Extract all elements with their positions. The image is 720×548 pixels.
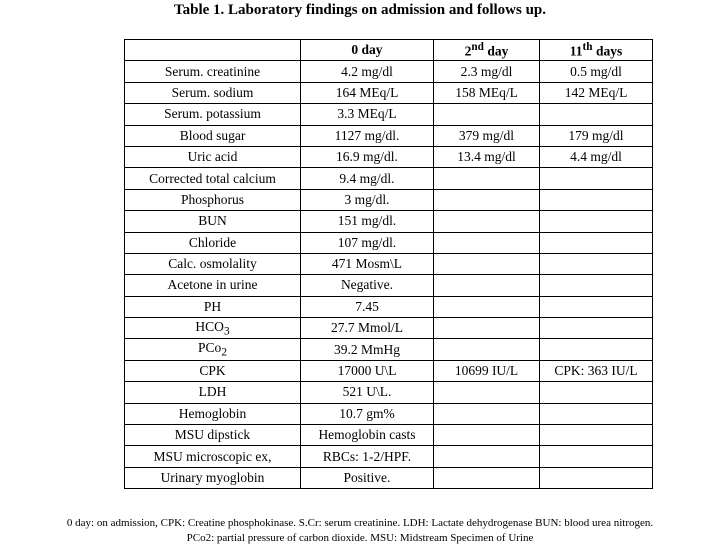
cell-day-11 (540, 339, 653, 360)
table-row (125, 339, 653, 360)
header-day-11-suffix: th (582, 40, 593, 53)
cell-day-11 (540, 467, 653, 488)
row-label (125, 125, 301, 146)
row-label (125, 339, 301, 360)
row-label-text: Blood sugar (179, 127, 246, 143)
row-label (125, 211, 301, 232)
cell-day-0: 10.7 gm% (301, 403, 434, 424)
row-label (125, 61, 301, 82)
cell-day-0: 107 mg/dl. (301, 232, 434, 253)
cell-day-0: 7.45 (301, 296, 434, 317)
table-row (125, 125, 653, 146)
table-row (125, 403, 653, 424)
row-label (125, 467, 301, 488)
cell-day-11 (540, 253, 653, 274)
cell-day-0: 164 MEq/L (301, 82, 434, 103)
row-label-text: Hemoglobin (178, 405, 247, 421)
cell-day-0: 16.9 mg/dl. (301, 146, 434, 167)
row-label (125, 275, 301, 296)
header-day-11 (540, 40, 653, 61)
cell-day-0: 471 Mosm\L (301, 253, 434, 274)
header-day-2-suffix: nd (471, 40, 484, 53)
cell-day-11: 0.5 mg/dl (540, 61, 653, 82)
cell-day-11 (540, 382, 653, 403)
cell-day-0: 39.2 MmHg (301, 339, 434, 360)
cell-day-0: 3.3 MEq/L (301, 104, 434, 125)
table-title: Table 1. Laboratory findings on admission and follows up. (173, 2, 547, 18)
row-label (125, 189, 301, 210)
row-label-text: Phosphorus (180, 191, 244, 207)
table-row (125, 253, 653, 274)
row-label-text: MSU microscopic ex, (153, 448, 272, 464)
row-label-subscript: 2 (221, 347, 227, 359)
row-label-text: Corrected total calcium (149, 170, 276, 186)
cell-day-11 (540, 211, 653, 232)
header-day-2 (434, 40, 540, 61)
cell-day-2 (434, 467, 540, 488)
cell-day-11 (540, 275, 653, 296)
footnote-line-2: PCo2: partial pressure of carbon dioxide. MSU: Midstream Specimen of Urine (186, 532, 534, 544)
cell-day-2 (434, 296, 540, 317)
row-label-subscript: 3 (223, 325, 230, 338)
row-label-text: Uric acid (187, 149, 238, 165)
header-day-11-number: 11 (569, 43, 583, 59)
cell-day-0: 4.2 mg/dl (301, 61, 434, 82)
cell-day-2 (434, 446, 540, 467)
table-row (125, 446, 653, 467)
table-row (125, 82, 653, 103)
cell-day-11 (540, 446, 653, 467)
row-label-text: HCO (195, 318, 224, 334)
table-row (125, 168, 653, 189)
cell-day-11: 4.4 mg/dl (540, 146, 653, 167)
row-label (125, 253, 301, 274)
table-row (125, 232, 653, 253)
cell-day-2 (434, 318, 540, 339)
cell-day-2: 13.4 mg/dl (434, 146, 540, 167)
table-row (125, 146, 653, 167)
cell-day-2 (434, 403, 540, 424)
cell-day-0: 151 mg/dl. (301, 211, 434, 232)
table-row (125, 104, 653, 125)
cell-day-0: RBCs: 1-2/HPF. (301, 446, 434, 467)
cell-day-11 (540, 232, 653, 253)
row-label (125, 104, 301, 125)
cell-day-2: 379 mg/dl (434, 125, 540, 146)
header-day-2-number: 2 (464, 43, 472, 59)
cell-day-2 (434, 104, 540, 125)
cell-day-0: Positive. (301, 467, 434, 488)
cell-day-0: 1127 mg/dl. (301, 125, 434, 146)
row-label (125, 296, 301, 317)
row-label (125, 318, 301, 339)
header-day-0: 0 day (301, 40, 434, 61)
cell-day-11 (540, 168, 653, 189)
table-row (125, 360, 653, 381)
cell-day-0: 521 U\L. (301, 382, 434, 403)
row-label (125, 82, 301, 103)
cell-day-2: 2.3 mg/dl (434, 61, 540, 82)
header-row (125, 40, 653, 61)
cell-day-11: 142 MEq/L (540, 82, 653, 103)
cell-day-0: Negative. (301, 275, 434, 296)
cell-day-2: 10699 IU/L (434, 360, 540, 381)
row-label-text: CPK (199, 363, 226, 379)
cell-day-0: 17000 U\L (301, 360, 434, 381)
row-label-text: Calc. osmolality (168, 256, 257, 272)
row-label-text: Serum. sodium (171, 84, 254, 100)
lab-findings-table (124, 39, 653, 489)
cell-day-2 (434, 253, 540, 274)
table-row (125, 425, 653, 446)
row-label-text: BUN (198, 213, 227, 229)
cell-day-2 (434, 339, 540, 360)
cell-day-2 (434, 382, 540, 403)
cell-day-11 (540, 318, 653, 339)
row-label (125, 168, 301, 189)
table-row (125, 296, 653, 317)
table-row (125, 61, 653, 82)
table-row (125, 382, 653, 403)
row-label-text: Serum. creatinine (164, 63, 261, 79)
cell-day-11 (540, 189, 653, 210)
table-row (125, 318, 653, 339)
row-label-text: Acetone in urine (167, 277, 258, 293)
row-label-text: Chloride (188, 234, 237, 250)
row-label (125, 232, 301, 253)
table-row (125, 211, 653, 232)
cell-day-11 (540, 104, 653, 125)
row-label-text: Serum. potassium (164, 106, 261, 122)
cell-day-11 (540, 403, 653, 424)
row-label-text: MSU dipstick (174, 427, 251, 443)
row-label (125, 403, 301, 424)
cell-day-2 (434, 425, 540, 446)
cell-day-0: Hemoglobin casts (301, 425, 434, 446)
row-label (125, 360, 301, 381)
cell-day-2 (434, 189, 540, 210)
cell-day-11 (540, 296, 653, 317)
cell-day-2 (434, 275, 540, 296)
row-label-text: PH (203, 298, 222, 314)
header-day-11-label: days (592, 43, 623, 59)
cell-day-0: 9.4 mg/dl. (301, 168, 434, 189)
row-label-text: LDH (198, 384, 227, 400)
cell-day-2 (434, 211, 540, 232)
row-label (125, 446, 301, 467)
cell-day-11: 179 mg/dl (540, 125, 653, 146)
cell-day-2: 158 MEq/L (434, 82, 540, 103)
table-row (125, 189, 653, 210)
header-parameter (125, 40, 301, 61)
row-label-text: Urinary myoglobin (160, 470, 265, 485)
cell-day-2 (434, 168, 540, 189)
cell-day-11: CPK: 363 IU/L (540, 360, 653, 381)
cell-day-11 (540, 425, 653, 446)
table-row (125, 275, 653, 296)
cell-day-0: 27.7 Mmol/L (301, 318, 434, 339)
row-label (125, 382, 301, 403)
cell-day-0: 3 mg/dl. (301, 189, 434, 210)
footnote-line-1: 0 day: on admission, CPK: Creatine phosphokinase. S.Cr: serum creatinine. LDH: Lactate dehydrogenase BUN: blood urea nitrogen. (66, 517, 654, 529)
row-label-text: PCo (198, 340, 222, 356)
table-row (125, 467, 653, 488)
row-label (125, 146, 301, 167)
row-label (125, 425, 301, 446)
cell-day-2 (434, 232, 540, 253)
header-day-2-label: day (483, 43, 509, 59)
